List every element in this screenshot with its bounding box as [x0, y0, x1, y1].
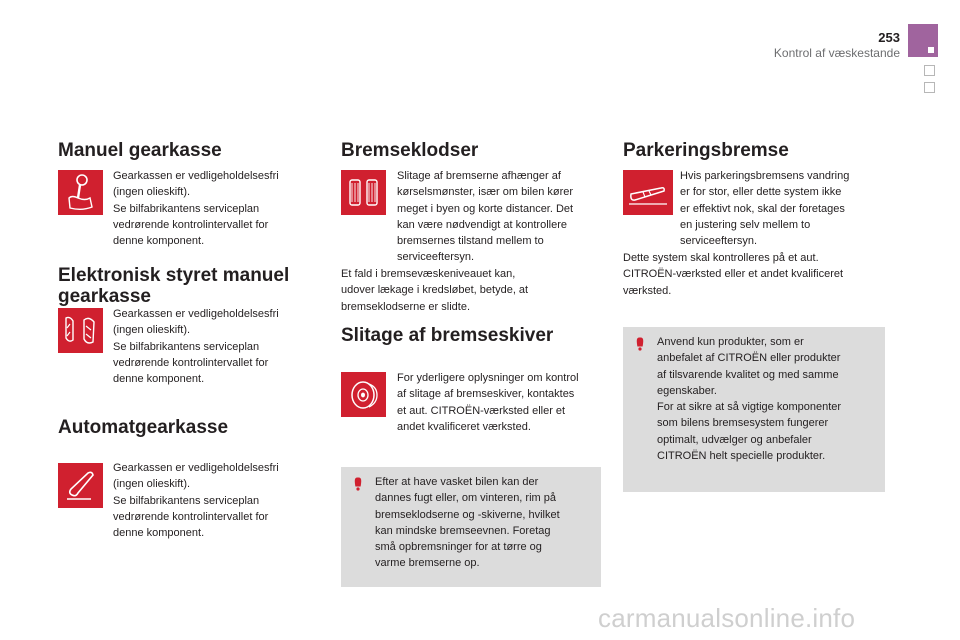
- brake-discs-text: For yderligere oplysninger om kontrol af slitage af bremseskiver, kontaktes et aut. CITROËN-værksted eller et andet kvalificeret værksted.: [397, 372, 579, 433]
- electronic-title-line-2: gearkasse: [58, 286, 151, 307]
- tab-square-1: [924, 65, 935, 76]
- automatic-gearbox-text: Gearkassen er vedligeholdelsesfri (ingen olieskift). Se bilfabrikantens serviceplan vedrørende kontrolintervallet for denne komponent.: [113, 462, 279, 540]
- running-title: Kontrol af væskestande: [773, 46, 900, 60]
- parking-brake-lever-icon: [623, 170, 673, 215]
- brake-pads-title: Bremseklodser: [341, 140, 479, 161]
- brake-pads-icon: [341, 170, 386, 215]
- page-number: 253: [878, 30, 900, 45]
- tab-square-2: [924, 82, 935, 93]
- warning-box-products: [623, 327, 885, 492]
- electronic-gearbox-text: Gearkassen er vedligeholdelsesfri (ingen olieskift). Se bilfabrikantens serviceplan vedrørende kontrolintervallet for denne komponent.: [113, 308, 279, 386]
- manual-gearbox-text: Gearkassen er vedligeholdelsesfri (ingen olieskift). Se bilfabrikantens serviceplan vedrørende kontrolintervallet for denne komponent.: [113, 170, 279, 248]
- paddle-shifter-icon: [58, 308, 103, 353]
- brake-disc-icon: [341, 372, 386, 417]
- brake-discs-title: Slitage af bremseskiver: [341, 325, 554, 346]
- electronic-gearbox-title: [58, 265, 289, 307]
- brake-pads-text: Slitage af bremserne afhænger af kørselsmønster, især om bilen kører meget i byen og korte distancer. Det kan være nødvendigt at kontrollere bremsernes tilstand mellem to serviceeftersyn.: [397, 170, 574, 264]
- tab-marker: [928, 47, 934, 53]
- warning-washing-text: Efter at have vasket bilen kan der dannes fugt eller, om vinteren, rim på bremseklodserne og -skiverne, hvilket kan mindske bremseevnen. Foretag små opbremsninger for at tørre og varme bremserne op.: [375, 476, 560, 570]
- chapter-tab: [908, 24, 938, 57]
- brake-pads-text-2: Et fald i bremsevæskeniveauet kan, udover lækage i kredsløbet, betyde, at bremseklodserne er slidte.: [341, 268, 529, 313]
- warning-exclamation-icon: [633, 337, 647, 351]
- watermark: carmanualsonline.info: [598, 603, 856, 633]
- warning-exclamation-icon: [351, 477, 365, 491]
- parking-brake-text: Hvis parkeringsbremsens vandring er for stor, eller dette system ikke er effektivt nok, skal der foretages en justering selv mellem to serviceeftersyn.: [680, 170, 850, 248]
- parking-brake-text-2: Dette system skal kontrolleres på et aut. CITROËN-værksted eller et andet kvalificeret værksted.: [623, 252, 844, 297]
- manual-gearbox-title: Manuel gearkasse: [58, 140, 222, 161]
- automatic-gearbox-title: Automatgearkasse: [58, 417, 229, 438]
- warning-box-washing: [341, 467, 601, 587]
- automatic-gear-selector-icon: [58, 463, 103, 508]
- parking-brake-title: Parkeringsbremse: [623, 140, 789, 161]
- electronic-title-line-1: Elektronisk styret manuel: [58, 265, 290, 286]
- gear-lever-icon: [58, 170, 103, 215]
- warning-products-text: Anvend kun produkter, som er anbefalet af CITROËN eller produkter af tilsvarende kvalitet og med samme egenskaber. For at sikre at så vigtige komponenter som bilens bremsesystem fungerer optimalt, udvælger og anbefaler CITROËN helt specielle produkter.: [657, 336, 842, 463]
